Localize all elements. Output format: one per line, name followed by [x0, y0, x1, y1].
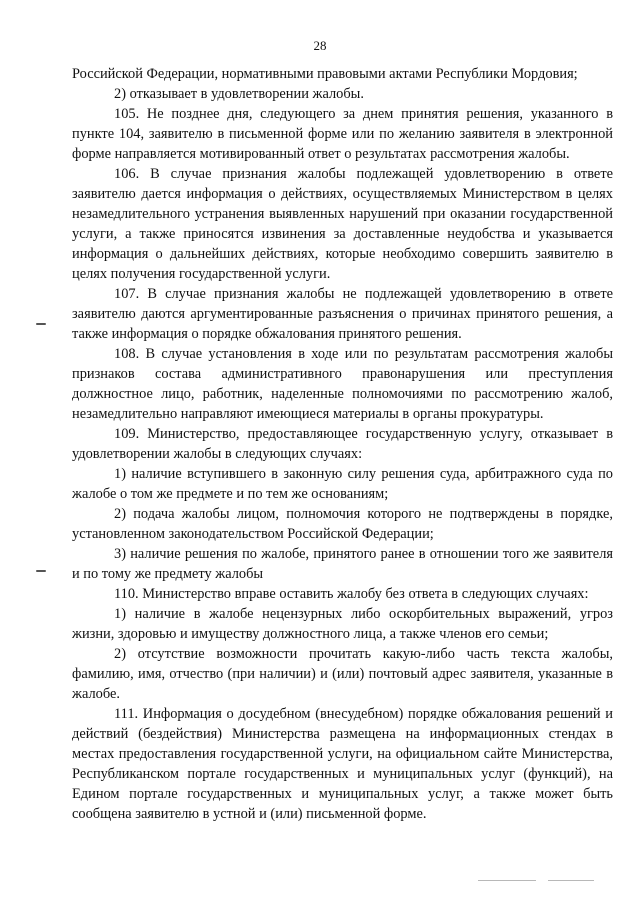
paragraph-continuation: Российской Федерации, нормативными правовыми актами Республики Мордовия; — [72, 66, 578, 82]
footer-rule — [548, 880, 594, 881]
paragraph-106: 106. В случае признания жалобы подлежащей удовлетворению в ответе заявителю дается информация о действиях, осуществляемых Министерством в целях незамедлительного устранения выявленных нарушений при оказании государственной услуги, а также приносятся извинения за доставленные неудобства и указывается информация о дальнейших действиях, которые необходимо совершить заявителю в целях получения государственной услуги. — [72, 166, 613, 282]
paragraph-105: 105. Не позднее дня, следующего за днем принятия решения, указанного в пункте 104, заявителю в письменной форме или по желанию заявителя в электронной форме направляется мотивированный ответ о результатах рассмотрения жалобы. — [72, 106, 613, 162]
paragraph-111: 111. Информация о досудебном (внесудебном) порядке обжалования решений и действий (бездействия) Министерства размещена на информационных стендах в местах предоставления государственной услуги, на официальном сайте Министерства, Республиканском портале государственных и муниципальных услуг (функций), на Едином портале государственных и муниципальных услуг, а также может быть сообщена заявителю в устной и (или) письменной форме. — [72, 706, 613, 822]
margin-mark — [36, 570, 46, 572]
paragraph-108: 108. В случае установления в ходе или по результатам рассмотрения жалобы признаков состава административного правонарушения или преступления должностное лицо, работник, наделенные полномочиями по рассмотрению жалоб, незамедлительно направляют имеющиеся материалы в органы прокуратуры. — [72, 346, 613, 422]
paragraph-110-item-2: 2) отсутствие возможности прочитать какую-либо часть текста жалобы, фамилию, имя, отчество (при наличии) и (или) почтовый адрес заявителя, указанные в жалобе. — [72, 646, 613, 702]
paragraph-item-2: 2) отказывает в удовлетворении жалобы. — [114, 86, 364, 102]
document-body — [72, 64, 613, 824]
paragraph-109-item-1: 1) наличие вступившего в законную силу решения суда, арбитражного суда по жалобе о том же предмете и по тем же основаниям; — [72, 466, 613, 502]
paragraph-109-item-3: 3) наличие решения по жалобе, принятого ранее в отношении того же заявителя и по тому же предмету жалобы — [72, 546, 613, 582]
paragraph-107: 107. В случае признания жалобы не подлежащей удовлетворению в ответе заявителю даются аргументированные разъяснения о причинах принятого решения, а также информация о порядке обжалования принятого решения. — [72, 286, 613, 342]
margin-mark — [36, 323, 46, 325]
paragraph-110-item-1: 1) наличие в жалобе нецензурных либо оскорбительных выражений, угроз жизни, здоровью и имуществу должностного лица, а также членов его семьи; — [72, 606, 613, 642]
paragraph-109-item-2: 2) подача жалобы лицом, полномочия которого не подтверждены в порядке, установленном законодательством Российской Федерации; — [72, 506, 613, 542]
footer-rule — [478, 880, 536, 881]
paragraph-109: 109. Министерство, предоставляющее государственную услугу, отказывает в удовлетворении жалобы в следующих случаях: — [72, 426, 613, 462]
page-number: 28 — [313, 38, 327, 53]
paragraph-110: 110. Министерство вправе оставить жалобу без ответа в следующих случаях: — [114, 586, 589, 602]
